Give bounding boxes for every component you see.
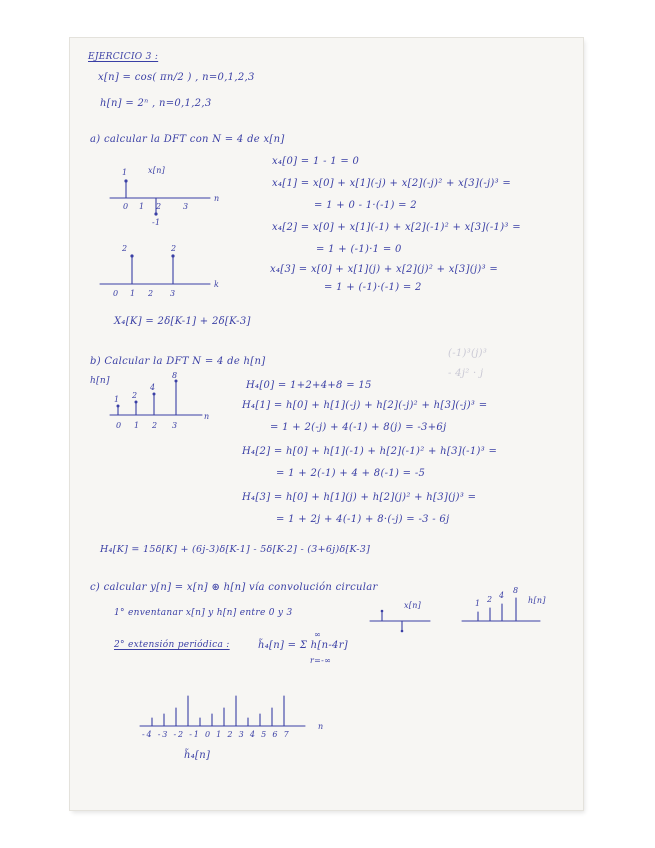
b-result: H₄[K] = 15δ[K] + (6j-3)δ[K-1] - 5δ[K-2] - (3+6j)δ[K-3] [100, 544, 371, 555]
sum-lower-limit: r=-∞ [310, 656, 332, 665]
graph-x-axis-label: n [214, 194, 220, 203]
exercise-title: EJERCICIO 3 : [88, 52, 159, 62]
part-a-heading: a) calcular la DFT con N = 4 de x[n] [90, 134, 285, 145]
graph-h-stems [110, 380, 202, 416]
graph-x-val-neg1: -1 [152, 218, 161, 227]
mini-x-stems [370, 610, 430, 633]
a-result: X₄[K] = 2δ[K-1] + 2δ[K-3] [114, 316, 251, 327]
paper-sheet [70, 38, 583, 810]
periodic-axis-label: n [318, 722, 324, 731]
mini-h-val-1: 1 [475, 599, 481, 608]
graph-x-tick-1: 1 [139, 202, 145, 211]
graph-h-val-4: 4 [150, 383, 156, 392]
graph-X-val-2b: 2 [171, 244, 177, 253]
periodic-h-stems [140, 696, 305, 726]
mini-h-val-4: 4 [499, 591, 505, 600]
a-line-5: = 1 + (-1)·1 = 0 [316, 244, 402, 255]
graph-h-val-2: 2 [132, 391, 138, 400]
graph-X-tick-0: 0 [113, 289, 119, 298]
a-line-3: = 1 + 0 - 1·(-1) = 2 [314, 200, 417, 211]
a-line-6: x₄[3] = x[0] + x[1](j) + x[2](j)² + x[3](j)³ = [270, 264, 499, 275]
graph-h-tick-3: 3 [172, 421, 178, 430]
c-step-2-formula: h̃₄[n] = Σ h[n-4r] [258, 640, 348, 651]
graph-h-val-8: 8 [172, 371, 178, 380]
a-line-4: x₄[2] = x[0] + x[1](-1) + x[2](-1)² + x[3](-1)³ = [272, 222, 521, 233]
a-line-7: = 1 + (-1)·(-1) = 2 [324, 282, 422, 293]
faint-note-2: - 4j² · j [448, 368, 484, 379]
b-line-6: H₄[3] = h[0] + h[1](j) + h[2](j)² + h[3](j)³ = [242, 492, 477, 503]
graph-X-stems [100, 254, 210, 284]
graph-h-label: h[n] [90, 376, 110, 386]
graph-x-tick-3: 3 [183, 202, 189, 211]
graph-h-axis-label: n [204, 412, 210, 421]
graph-X-tick-1: 1 [130, 289, 136, 298]
graph-X-tick-3: 3 [170, 289, 176, 298]
b-line-1: H₄[0] = 1+2+4+8 = 15 [246, 380, 372, 391]
mini-h-val-2: 2 [487, 595, 493, 604]
mini-h-val-8: 8 [513, 586, 519, 595]
periodic-label: h̃₄[n] [184, 750, 211, 761]
part-c-heading: c) calcular y[n] = x[n] ⊛ h[n] vía convolución circular [90, 582, 378, 593]
periodic-ticks: -4 -3 -2 -1 0 1 2 3 4 5 6 7 [142, 730, 291, 739]
graph-x-tick-2: 2 [156, 202, 162, 211]
graph-X-val-2a: 2 [122, 244, 128, 253]
b-line-4: H₄[2] = h[0] + h[1](-1) + h[2](-1)² + h[3](-1)³ = [242, 446, 498, 457]
definition-x: x[n] = cos( πn/2 ) , n=0,1,2,3 [98, 72, 255, 83]
a-line-1: x₄[0] = 1 - 1 = 0 [272, 156, 360, 167]
graph-h-val-1: 1 [114, 395, 120, 404]
mini-h-label: h[n] [528, 596, 546, 605]
graph-X-tick-2: 2 [148, 289, 154, 298]
c-step-1: 1° enventanar x[n] y h[n] entre 0 y 3 [114, 608, 293, 618]
faint-note-1: (-1)³(j)³ [448, 348, 488, 359]
mini-x-label: x[n] [404, 601, 422, 610]
b-line-7: = 1 + 2j + 4(-1) + 8·(-j) = -3 - 6j [276, 514, 450, 525]
sum-upper-limit: ∞ [314, 630, 321, 639]
c-step-2: 2° extensión periódica : [114, 640, 230, 650]
a-line-2: x₄[1] = x[0] + x[1](-j) + x[2](-j)² + x[3](-j)³ = [272, 178, 512, 189]
graph-x-label: x[n] [148, 166, 166, 175]
graph-x-val-1: 1 [122, 168, 128, 177]
graph-h-tick-0: 0 [116, 421, 122, 430]
part-b-heading: b) Calcular la DFT N = 4 de h[n] [90, 356, 266, 367]
graph-X-axis-label: k [214, 280, 220, 289]
graph-h-tick-1: 1 [134, 421, 140, 430]
b-line-3: = 1 + 2(-j) + 4(-1) + 8(j) = -3+6j [270, 422, 447, 433]
graph-x-tick-0: 0 [123, 202, 129, 211]
b-line-2: H₄[1] = h[0] + h[1](-j) + h[2](-j)² + h[3](-j)³ = [242, 400, 488, 411]
definition-h: h[n] = 2ⁿ , n=0,1,2,3 [100, 98, 212, 109]
graph-h-tick-2: 2 [152, 421, 158, 430]
b-line-5: = 1 + 2(-1) + 4 + 8(-1) = -5 [276, 468, 426, 479]
